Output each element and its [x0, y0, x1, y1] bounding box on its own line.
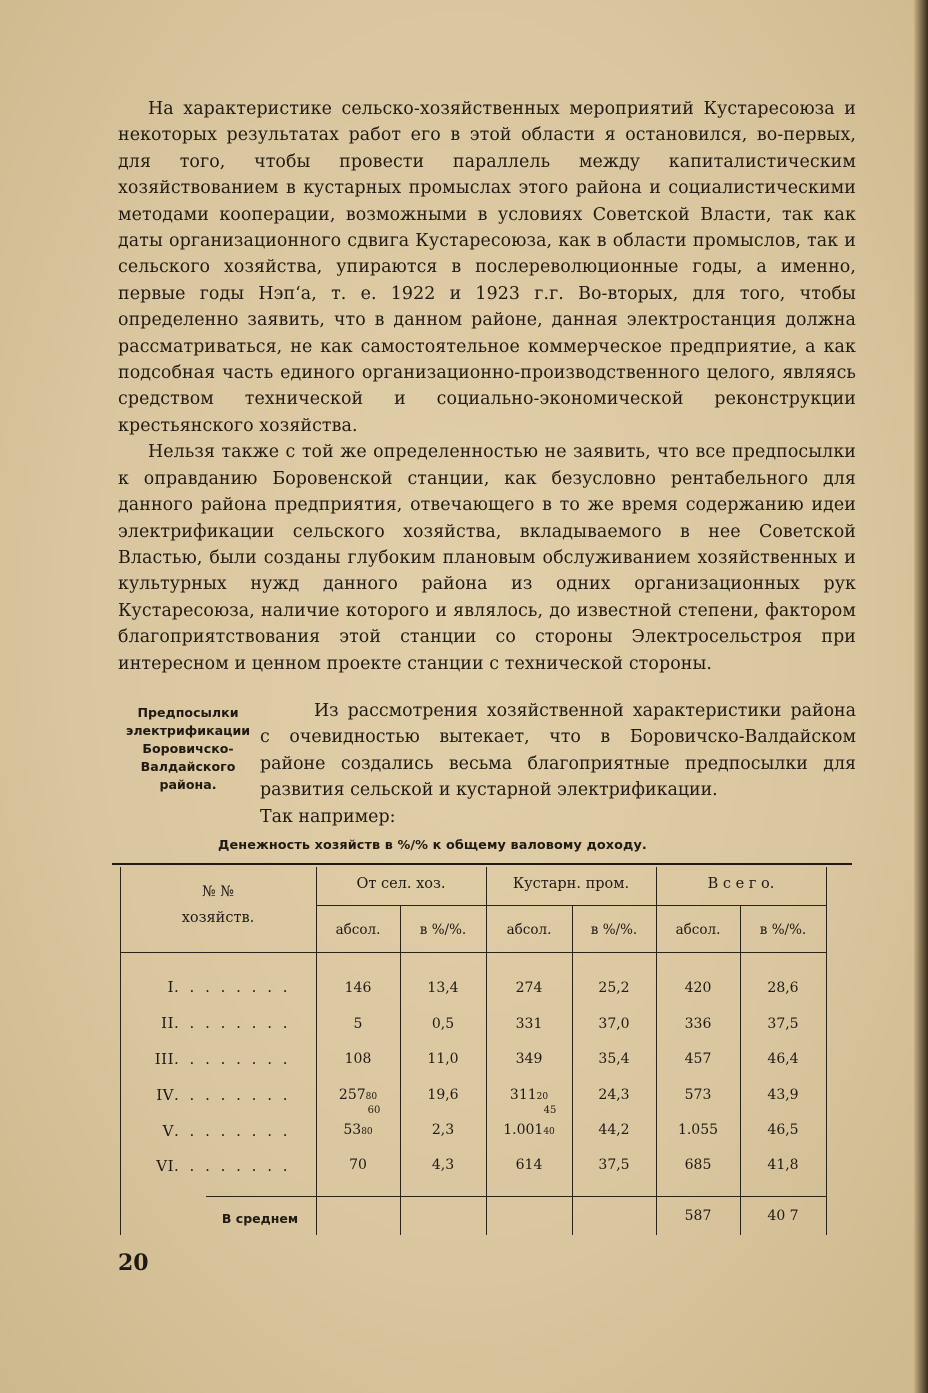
page-edge-shadow	[914, 0, 928, 1393]
side-paragraph: Из рассмотрения хозяйственной характеристики района с очевидностью вытекает, что в Боровичско-Валдайском районе создались весьма благоприятные предпосылки для развития сельской и кустарной электрификации.	[260, 701, 856, 801]
header-households: хозяйств.	[181, 910, 255, 926]
subheader-pct: в %/%.	[590, 922, 638, 938]
table-cell: 0,5	[431, 1016, 455, 1032]
table-cell: 37,5	[598, 1157, 630, 1173]
table-cell: 37,0	[598, 1016, 630, 1032]
cell-value: 1.001	[503, 1122, 544, 1138]
table-cell: 46,4	[767, 1051, 799, 1067]
row-label	[150, 1086, 291, 1104]
row-label	[150, 978, 291, 996]
header-group-agriculture: От сел. хоз.	[356, 876, 446, 892]
table-cell: 37,5	[767, 1016, 799, 1032]
table-cell: 43,9	[767, 1087, 799, 1103]
page-number: 20	[118, 1250, 149, 1276]
margin-note-line: электрификации	[125, 723, 251, 738]
subheader-abs: абсол.	[335, 922, 381, 938]
table-cell: 336	[684, 1016, 712, 1032]
margin-note	[108, 702, 268, 795]
table-cell: 41,8	[767, 1157, 799, 1173]
table-cell: 1.055	[677, 1122, 719, 1138]
table-cell: 19,6	[427, 1087, 459, 1103]
table-hline	[316, 905, 826, 906]
cell-fraction: 80	[361, 1127, 373, 1137]
table-cell	[486, 1122, 572, 1138]
table-cell: 573	[684, 1087, 712, 1103]
table-cell: 457	[684, 1051, 712, 1067]
table-cell: 2,3	[431, 1122, 455, 1138]
table-cell	[316, 1122, 400, 1138]
row-label-dots: . . . . . . . .	[174, 1157, 291, 1175]
table-vline	[400, 905, 401, 1235]
subheader-pct: в %/%.	[759, 922, 807, 938]
table-top-rule	[112, 863, 852, 865]
row-label-dots: . . . . . . . .	[174, 1050, 291, 1068]
table-cell	[316, 1087, 400, 1103]
table-cell: 11,0	[427, 1051, 459, 1067]
table-cell: 108	[344, 1051, 372, 1067]
table-caption: Денежность хозяйств в %/% к общему валовому доходу.	[218, 838, 647, 853]
table-cell: 685	[684, 1157, 712, 1173]
row-label	[150, 1050, 291, 1068]
row-label-dots: . . . . . . . .	[174, 1122, 291, 1140]
table-cell: 331	[515, 1016, 543, 1032]
subheader-abs: абсол.	[506, 922, 552, 938]
table-cell: 4,3	[431, 1157, 455, 1173]
table-cell: 40 7	[767, 1208, 799, 1224]
table-cell: 614	[515, 1157, 543, 1173]
table-hline	[206, 1196, 826, 1197]
row-label-numeral: I	[167, 978, 174, 996]
table-cell: 349	[515, 1051, 543, 1067]
main-text	[118, 96, 856, 677]
row-label-numeral: II	[161, 1014, 174, 1032]
margin-note-line: Боровичско-	[142, 741, 234, 756]
table-cell: 24,3	[598, 1087, 630, 1103]
table-cell: 46,5	[767, 1122, 799, 1138]
table-vline	[740, 905, 741, 1235]
cell-value: 311	[509, 1087, 537, 1103]
row-label-numeral: III	[154, 1050, 174, 1068]
row-label	[150, 1157, 291, 1175]
row-label-dots: . . . . . . . .	[174, 1086, 291, 1104]
table-cell: 5	[353, 1016, 363, 1032]
cell-value: 257	[338, 1087, 366, 1103]
margin-note-line: Валдайского	[140, 759, 236, 774]
cell-fraction-under: 60	[367, 1105, 381, 1116]
table-cell: 44,2	[598, 1122, 630, 1138]
side-paragraph-last: Так например:	[260, 806, 396, 827]
table-cell: 25,2	[598, 980, 630, 996]
paragraph-2: Нельзя также с той же определенностью не заявить, что все предпосылки к оправданию Боровенской станции, как безусловно рентабельного для данного района предприятия, отвечающего в то же время содержанию идеи электрификации сельского хозяйства, вкладываемого в нее Советской Властью, были созданы глубоким плановым обслуживанием хозяйственных и культурных нужд данного района из одних организационных рук Кустаресоюза, наличие которого и являлось, до известной степени, фактором благоприятствования этой станции со стороны Электросельстроя при интересном и ценном проекте станции с технической стороны.	[118, 442, 856, 674]
table-hline	[120, 952, 826, 953]
cell-fraction-under: 45	[543, 1105, 557, 1116]
header-number: № №	[201, 884, 235, 900]
table-cell: 35,4	[598, 1051, 630, 1067]
table-cell: 587	[684, 1208, 712, 1224]
cell-value: 53	[343, 1122, 362, 1138]
header-group-crafts: Кустарн. пром.	[512, 876, 630, 892]
cell-fraction: 20	[536, 1092, 549, 1102]
paragraph-1: На характеристике сельско-хозяйственных мероприятий Кустаресоюза и некоторых результатах работ его в этой области я остановился, во-первых, для того, чтобы провести параллель между капиталистическим хозяйствованием в кустарных промыслах этого района и социалистическими методами кооперации, возможными в условиях Советской Власти, так как даты организационного сдвига Кустаресоюза, как в области промыслов, так и сельского хозяйства, упираются в послереволюционные годы, а именно, первые годы Нэп‘а, т. е. 1922 и 1923 г.г. Во-вторых, для того, чтобы определенно заявить, что в данном районе, данная электростанция должна рассматриваться, не как самостоятельное коммерческое предприятие, а как подсобная часть единого организационно-производственного целого, являясь средством технической и социально-экономической реконструкции крестьянского хозяйства.	[118, 99, 856, 436]
header-group-total: В с е г о.	[707, 876, 775, 892]
table-cell: 420	[684, 980, 712, 996]
subheader-abs: абсол.	[675, 922, 721, 938]
row-label-numeral: V	[162, 1122, 174, 1140]
table-cell: 13,4	[427, 980, 459, 996]
row-label-dots: . . . . . . . .	[174, 1014, 291, 1032]
table-cell: 28,6	[767, 980, 799, 996]
average-label: В среднем	[221, 1211, 299, 1226]
cell-fraction: 40	[543, 1127, 555, 1137]
table-cell	[486, 1087, 572, 1103]
side-paragraph-block	[260, 698, 856, 830]
table-cell: 274	[515, 980, 543, 996]
row-label-dots: . . . . . . . .	[174, 978, 291, 996]
subheader-pct: в %/%.	[419, 922, 467, 938]
table-cell: 70	[349, 1157, 367, 1173]
row-label-numeral: IV	[156, 1086, 174, 1104]
margin-note-line: района.	[159, 777, 217, 792]
margin-note-line: Предпосылки	[137, 705, 239, 720]
table-vline	[826, 867, 827, 1235]
row-label	[150, 1122, 291, 1140]
row-label-numeral: VI	[156, 1157, 174, 1175]
table-vline	[572, 905, 573, 1235]
row-label	[150, 1014, 291, 1032]
cell-fraction: 80	[365, 1092, 378, 1102]
table-cell: 146	[344, 980, 372, 996]
